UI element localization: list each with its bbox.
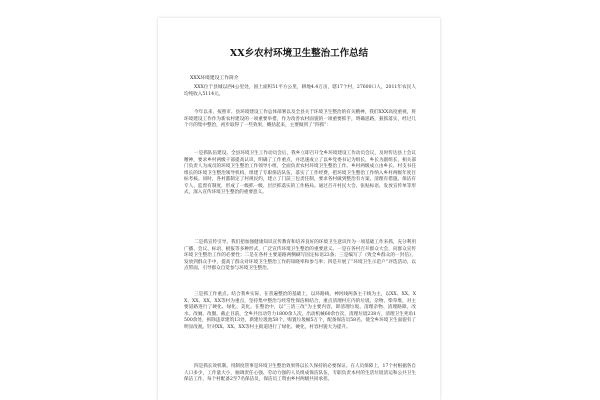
paragraph-intro: 今年以来，按照市、县环境建设工作总体部署以及全县关于环境卫生整治的有关精神，我们XXX高度重视，将环境建设工作作为新农村建设的一项重要举措，作为改善农村面貌的一项重要抓手，明确思路，狠抓落实，经过几个月的集中整治，初步取得了一些效果，概括起来，主要做到了“四抓”： [184,110,416,128]
document-subtitle: XXX环境建设工作简介 [190,76,239,81]
document-page [158,18,440,400]
paragraph-long-term: 四是抓长效机制。用制度管事是环境卫生整治效果得以长久保持的必要保证。在人员保障上，17个村根据各自人口多少，工作量大小，抽调责任心强、劳动力强的人员组成保洁队伍，专职负责本村的生活垃圾清运和公共卫生保洁工作，每个村配备2至7名保洁员，保洁员工资由乡村两级共同承担。 [184,364,416,382]
paragraph-overview: XXX位于县城以西4公里处，国土面积51平方公里，耕地4.4万亩，辖17个村，27600口人，2011年农民人均纯收入5114元。 [184,85,416,97]
document-title: XX乡农村环境卫生整治工作总结 [229,48,369,59]
paragraph-key-work: 三是抓工作重点。结合我乡实际，在普遍整治的基础上，以环路线、神河线两条主干线为主，以XX、XX、XX、XX、XX、XX等村为重点，坚持集中整治与经常性保洁相结合，重点清理村庄内的垃圾、杂物、柴草堆，对主要道路进行了硬化、绿化、美化。在整治中，以“三清三改”为主要内容，即清理垃圾、清理杂物、清理路障，改水、改厕、改圈。截止目前，全乡共出动劳力1800余人次，出动机械60余台次，清理垃圾238方，清理卫生死角1500余处，拆除违章建筑13处，新建垃圾池58个，购置垃圾桶5万个，配备保洁员58名，使全乡环境卫生面貌有了明显改观。针对XX、XX、XX等村主街道进行了绿化、硬化，村容村貌大为提升。 [184,292,416,330]
paragraph-publicity: 二是抓宣传引导。我们把加强健康知识宣传教育和培养良好的环境卫生意识作为一项基础工作来抓，充分利用广播、会议、标语、板报等多种形式，广泛宣传环境卫生整治的重要意义。一是在各村召开群众大会，向群众宣传环境卫生整治工作的必要性；二是在各村主要道路两侧刷写固定标语23条；三是编写了《致全乡群众的一封信》，发放到群众手中，提高了群众对环境卫生整治工作的知晓率和参与率；四是开展了“环境卫生示范户”评选活动，以点带面，引导群众自觉参与环境卫生整治。 [184,240,416,271]
paragraph-team-building: 一是抓队伍建设。全县环境卫生工作动员会后，我乡立即召开全乡环境建设工作动员会议，及时传达县上会议精神，要求乡村两级干部提高认识，明确了工作重点，并迅速成立了以乡党委书记为组长，乡长为副组长，相关部门负责人为成员的环境卫生整治工作领导小组，全面负责农村环境卫生整治工作。乡村两级成立由乡长、村支书任组长的环境卫生整治领导机构，组建了专职保洁队伍，落实了工作经费，把环境卫生整治工作纳入乡村两级年度目标考核。同时，各村都制定了村规民约，建立了门前三包责任制，要求各村做到整治有方案、清理有措施、保洁有专人、监督有制度，形成了一级抓一级、层层抓落实的工作格局。通过召开村民大会、张贴标语、发放宣传单等形式，深入宣传环境卫生整治的重要意义。 [184,151,416,195]
